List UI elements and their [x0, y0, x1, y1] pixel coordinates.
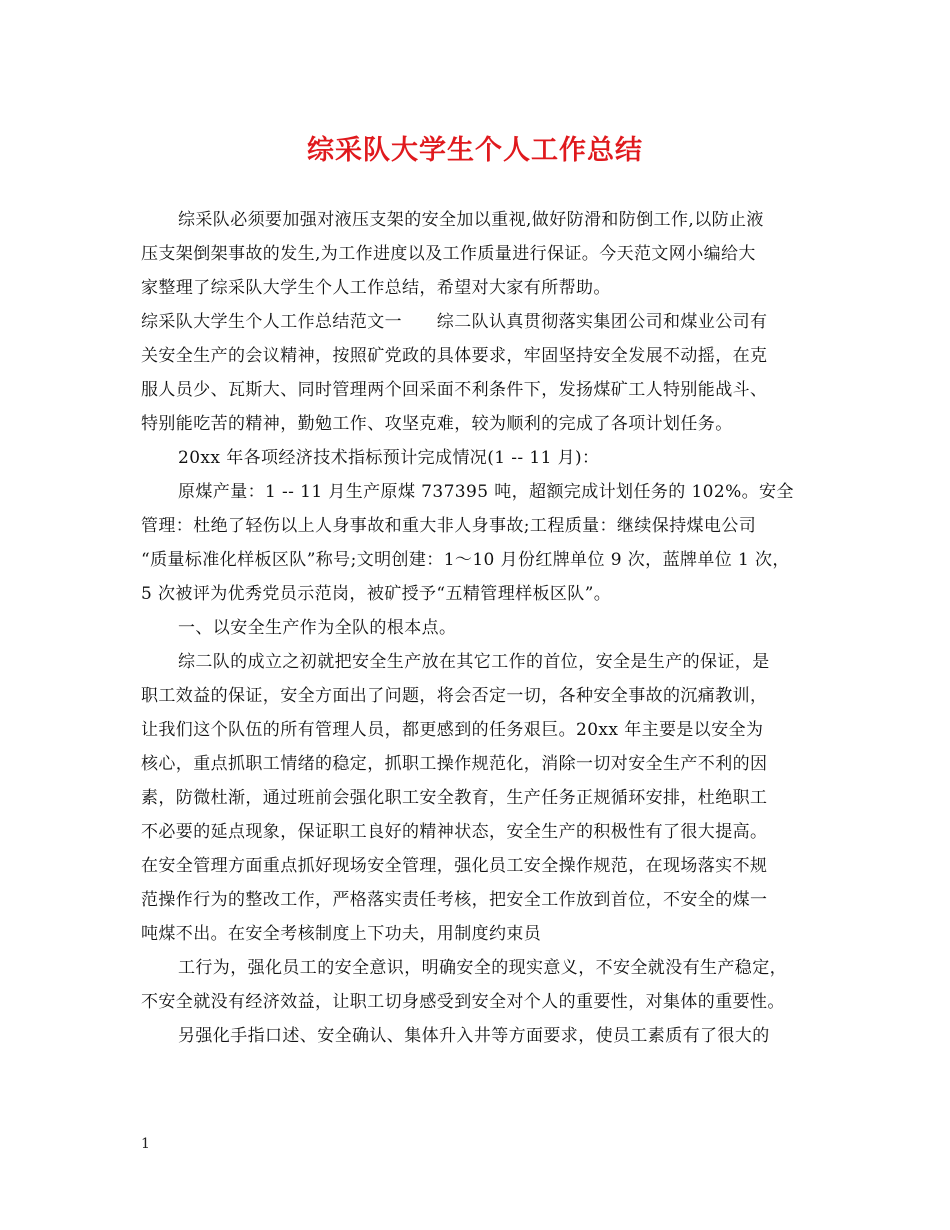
paragraph-line: 综采队必须要加强对液压支架的安全加以重视,做好防滑和防倒工作,以防止液 — [178, 210, 764, 230]
paragraph-line: 原煤产量：1 -- 11 月生产原煤 737395 吨，超额完成计划任务的 102%。安全 — [178, 482, 794, 502]
paragraph-line: 在安全管理方面重点抓好现场安全管理，强化员工安全操作规范，在现场落实不规 — [141, 856, 768, 876]
paragraph-line: 素，防微杜渐，通过班前会强化职工安全教育，生产任务正规循环安排，杜绝职工 — [141, 788, 768, 808]
paragraph-line: 5 次被评为优秀党员示范岗，被矿授予“五精管理样板区队”。 — [141, 584, 612, 604]
paragraph-line: 服人员少、瓦斯大、同时管理两个回采面不利条件下，发扬煤矿工人特别能战斗、 — [141, 380, 768, 400]
section-heading: 一、以安全生产作为全队的根本点。 — [178, 618, 457, 638]
paragraph-line: 吨煤不出。在安全考核制度上下功夫，用制度约束员 — [141, 924, 542, 944]
paragraph-line: 家整理了综采队大学生个人工作总结，希望对大家有所帮助。 — [141, 278, 611, 298]
paragraph-line: 让我们这个队伍的所有管理人员，都更感到的任务艰巨。20xx 年主要是以安全为 — [141, 720, 764, 740]
paragraph-line: 核心，重点抓职工情绪的稳定，抓职工操作规范化，消除一切对安全生产不利的因 — [141, 754, 768, 774]
paragraph-line: 不必要的延点现象，保证职工良好的精神状态，安全生产的积极性有了很大提高。 — [141, 822, 768, 842]
paragraph-line: 职工效益的保证，安全方面出了问题，将会否定一切，各种安全事故的沉痛教训， — [141, 686, 768, 706]
document-title: 综采队大学生个人工作总结 — [307, 135, 643, 166]
paragraph-line: 综二队的成立之初就把安全生产放在其它工作的首位，安全是生产的保证，是 — [178, 652, 770, 672]
paragraph-line: 不安全就没有经济效益，让职工切身感受到安全对个人的重要性，对集体的重要性。 — [141, 992, 785, 1012]
paragraph-line: 管理：杜绝了轻伤以上人身事故和重大非人身事故;工程质量：继续保持煤电公司 — [141, 516, 757, 536]
paragraph-line: 工行为，强化员工的安全意识，明确安全的现实意义，不安全就没有生产稳定， — [178, 958, 787, 978]
paragraph-line: 范操作行为的整改工作，严格落实责任考核，把安全工作放到首位，不安全的煤一 — [141, 890, 768, 910]
paragraph-line: 特别能吃苦的精神，勤勉工作、攻坚克难，较为顺利的完成了各项计划任务。 — [141, 414, 733, 434]
paragraph-line: 另强化手指口述、安全确认、集体升入井等方面要求，使员工素质有了很大的 — [178, 1026, 770, 1046]
paragraph-line: “质量标准化样板区队”称号;文明创建：1～10 月份红牌单位 9 次，蓝牌单位 1 次， — [141, 550, 790, 570]
page-number: 1 — [141, 1136, 150, 1152]
paragraph-line: 20xx 年各项经济技术指标预计完成情况(1 -- 11 月)： — [178, 448, 600, 468]
paragraph-line: 综采队大学生个人工作总结范文一 综二队认真贯彻落实集团公司和煤业公司有 — [141, 312, 768, 332]
paragraph-line: 压支架倒架事故的发生,为工作进度以及工作质量进行保证。今天范文网小编给大 — [141, 244, 756, 264]
paragraph-line: 关安全生产的会议精神，按照矿党政的具体要求，牢固坚持安全发展不动摇，在克 — [141, 346, 768, 366]
